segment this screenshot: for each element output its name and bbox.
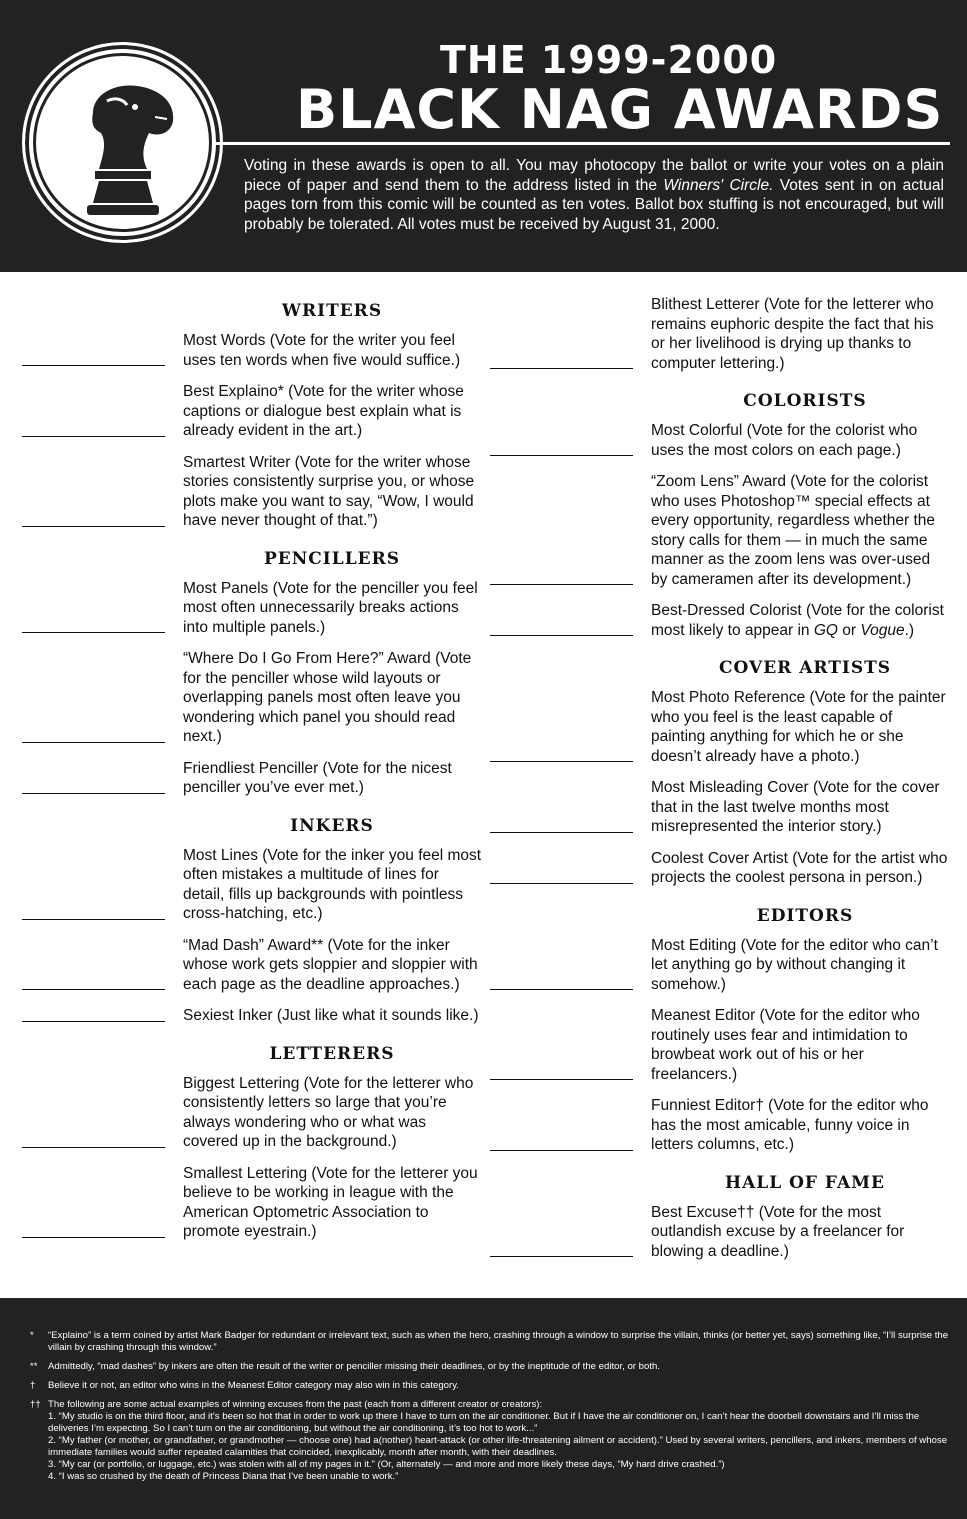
excuse-item: 4. “I was so crushed by the death of Princess Diana that I’ve been unable to work.” xyxy=(48,1471,399,1482)
ballot-item: Most Panels (Vote for the penciller you feel most often unnecessarily breaks actions into multiple panels.) xyxy=(22,579,482,638)
intro-text: Voting in these awards is open to all. You may photocopy the ballot or write your votes on a plain piece of paper and send them to the address listed in the Winners' Circle. Votes sent in on actual pages torn from this comic will be counted as ten votes. Ballot box stuffing is not encouraged, but will probably be tolerated. All votes must be received by August 31, 2000. xyxy=(244,157,944,233)
excuse-item: 2. “My father (or mother, or grandfather, or grandmother — choose one) had a(nother) heart-attack (or other life-threatening ailment or accident).” Used by several writers, pencillers, and inkers, members of whose immediate families would suffer repeated calamities that coincided, inexplicably, month after month, with their deadlines. xyxy=(48,1435,948,1458)
footnote: * “Explaino” is a term coined by artist Mark Badger for redundant or irrelevant text, such as when the hero, crashing through a window to surprise the villain, thinks (or better yet, says) something like, “I’ll surprise the villain by crashing through this window.” xyxy=(30,1330,949,1353)
chess-knight-icon xyxy=(63,73,183,223)
ballot-item: Meanest Editor (Vote for the editor who routinely uses fear and intimidation to browbeat work out of his or her freelancers.) xyxy=(490,1006,950,1084)
vote-line[interactable] xyxy=(490,883,633,884)
vote-line[interactable] xyxy=(22,526,165,527)
vote-line[interactable] xyxy=(490,989,633,990)
ballot-item: Most Misleading Cover (Vote for the cover that in the last twelve months most misrepresented the interior story.) xyxy=(490,778,950,837)
ballot-item: Smallest Lettering (Vote for the letterer you believe to be working in league with the American Optometric Association to promote eyestrain.) xyxy=(22,1164,482,1242)
ballot-item: Most Editing (Vote for the editor who can’t let anything go by without changing it somehow.) xyxy=(490,936,950,995)
ballot-item: Biggest Lettering (Vote for the letterer who consistently letters so large that you’re always wondering who or what was covered up in the background.) xyxy=(22,1074,482,1152)
footnotes xyxy=(30,1330,952,1490)
ballot-item: Most Lines (Vote for the inker you feel most often mistakes a multitude of lines for detail, fills up backgrounds with pointless cross-hatching, etc.) xyxy=(22,846,482,924)
vote-line[interactable] xyxy=(22,989,165,990)
ballot-item: Blithest Letterer (Vote for the letterer who remains euphoric despite the fact that his or her livelihood is drying up thanks to computer lettering.) xyxy=(490,295,950,373)
ballot-item: “Mad Dash” Award** (Vote for the inker whose work gets sloppier and sloppier with each page as the deadline approaches.) xyxy=(22,936,482,995)
footnote: ** Admittedly, “mad dashes” by inkers are often the result of the writer or penciller missing their deadlines, or by the ineptitude of the editor, or both. xyxy=(30,1361,661,1372)
ballot-item: Friendliest Penciller (Vote for the nicest penciller you’ve ever met.) xyxy=(22,759,482,798)
ballot-item: Best Explaino* (Vote for the writer whose captions or dialogue best explain what is already evident in the art.) xyxy=(22,382,482,441)
vote-line[interactable] xyxy=(22,1147,165,1148)
vote-line[interactable] xyxy=(22,1237,165,1238)
vote-line[interactable] xyxy=(490,1150,633,1151)
vote-line[interactable] xyxy=(490,368,633,369)
title-year: THE 1999-2000 xyxy=(440,38,778,82)
section-writers: WRITERS xyxy=(281,301,383,321)
vote-line[interactable] xyxy=(22,1021,165,1022)
ballot-item: “Zoom Lens” Award (Vote for the colorist who uses Photoshop™ special effects at every opportunity, regardless whether the story calls for them — in much the same manner as the zoom lens was over-used by cameramen after its development.) xyxy=(490,472,950,589)
ballot-item: Funniest Editor† (Vote for the editor who has the most amicable, funny voice in letters columns, etc.) xyxy=(490,1096,950,1155)
ballot-item: Most Photo Reference (Vote for the painter who you feel is the least capable of painting anything for which he or she doesn’t already have a photo.) xyxy=(490,688,950,766)
vote-line[interactable] xyxy=(490,584,633,585)
section-cover-artists: COVER ARTISTS xyxy=(718,658,892,678)
ballot-item: “Where Do I Go From Here?” Award (Vote for the penciller whose wild layouts or overlapping panels most often leave you wondering which panel you should read next.) xyxy=(22,649,482,747)
vote-line[interactable] xyxy=(490,832,633,833)
section-inkers: INKERS xyxy=(290,815,374,836)
section-colorists: COLORISTS xyxy=(743,391,867,411)
vote-line[interactable] xyxy=(490,635,633,636)
vote-line[interactable] xyxy=(490,1256,633,1257)
vote-line[interactable] xyxy=(22,632,165,633)
left-column xyxy=(22,295,482,1254)
vote-line[interactable] xyxy=(490,761,633,762)
title-main: BLACK NAG AWARDS xyxy=(296,78,944,141)
vote-line[interactable] xyxy=(22,436,165,437)
vote-line[interactable] xyxy=(22,742,165,743)
ballot-item: Smartest Writer (Vote for the writer whose stories consistently surprise you, or whose plots make you want to say, “Wow, I would have never thought of that.”) xyxy=(22,453,482,531)
ballot-item: Best-Dressed Colorist (Vote for the colorist most likely to appear in GQ or Vogue.) xyxy=(490,601,950,640)
vote-line[interactable] xyxy=(22,793,165,794)
vote-line[interactable] xyxy=(22,365,165,366)
section-pencillers: PENCILLERS xyxy=(263,548,401,569)
header-rule xyxy=(215,142,950,145)
excuse-item: 1. “My studio is on the third floor, and it’s been so hot that in order to work up there I have to turn on the air conditioner. But if I have the air conditioner on, I can’t hear the doorbell downstairs and I’ll miss the deliveries I’m expecting. So I can’t turn on the air conditioning, but without the air conditioning, it’s too hot to work...” xyxy=(48,1411,920,1434)
footnote: † Believe it or not, an editor who wins in the Meanest Editor category may also win in this category. xyxy=(30,1380,459,1391)
ballot-item: Sexiest Inker (Just like what it sounds like.) xyxy=(22,1006,482,1026)
section-hall-of-fame: HALL OF FAME xyxy=(725,1172,885,1193)
ballot-item: Most Words (Vote for the writer you feel uses ten words when five would suffice.) xyxy=(22,331,482,370)
excuse-item: 3. “My car (or portfolio, or luggage, etc.) was stolen with all of my pages in it.” (Or, alternately — and more and more likely these days, “My hard drive crashed.”) xyxy=(48,1459,725,1470)
vote-line[interactable] xyxy=(490,455,633,456)
ballot-item: Most Colorful (Vote for the colorist who uses the most colors on each page.) xyxy=(490,421,950,460)
header-band xyxy=(0,0,967,272)
ballot-item: Coolest Cover Artist (Vote for the artist who projects the coolest persona in person.) xyxy=(490,849,950,888)
ballot-item: Best Excuse†† (Vote for the most outlandish excuse by a freelancer for blowing a deadline.) xyxy=(490,1203,950,1262)
vote-line[interactable] xyxy=(490,1079,633,1080)
section-editors: EDITORS xyxy=(756,905,854,926)
black-nag-logo xyxy=(22,42,223,243)
footnote: †† The following are some actual examples of winning excuses from the past (each from a different creator or creators): 1. “My studio is on the third floor, and it’s been so hot that in order to work up there I have to turn on the air conditioner. But if I have the air conditioner on, I can’t hear the doorbell downstairs and I’ll miss the deliveries I’m expecting. So I can’t turn on the air conditioning, but without the air conditioning, it’s too hot to work...” 2. “My father (or mother, or grandfather, or grandmother — choose one) had a(nother) heart-attack (or other life-threatening ailment or accident).” Used by several writers, pencillers, and inkers, members of whose immediate families would suffer repeated calamities that coincided, inexplicably, month after month, with their deadlines. 3. “My car (or portfolio, or luggage, etc.) was stolen with all of my pages in it.” (Or, alternately — and more and more likely these days, “My hard drive crashed.”) 4. “I was so crushed by the death of Princess Diana that I’ve been unable to work.” xyxy=(30,1399,952,1483)
vote-line[interactable] xyxy=(22,919,165,920)
section-letterers: LETTERERS xyxy=(269,1043,395,1064)
right-column xyxy=(490,295,950,1273)
